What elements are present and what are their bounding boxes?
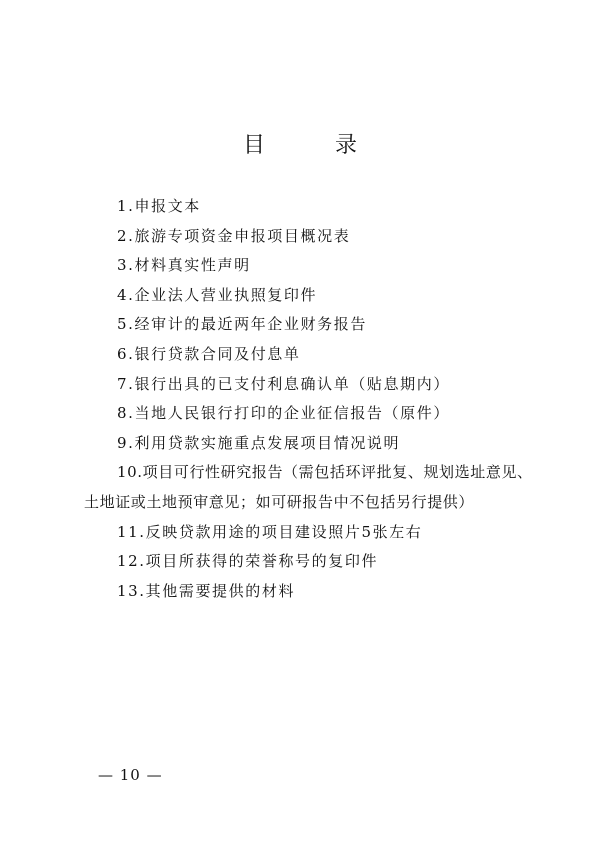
- toc-item-1: 1.申报文本: [117, 197, 201, 215]
- toc-item-8: 8.当地人民银行打印的企业征信报告（原件）: [117, 404, 450, 423]
- toc-item-2: 2.旅游专项资金申报项目概况表: [117, 226, 351, 245]
- toc-item-9: 9.利用贷款实施重点发展项目情况说明: [117, 433, 401, 452]
- toc-item-13: 13.其他需要提供的材料: [117, 581, 296, 600]
- page-number: — 10 —: [98, 766, 163, 784]
- page-title: 目 录: [242, 133, 381, 158]
- toc-item-3: 3.材料真实性声明: [117, 256, 251, 275]
- toc-item-7: 7.银行出具的已支付利息确认单（贴息期内）: [117, 374, 450, 393]
- toc-item-11: 11.反映贷款用途的项目建设照片5张左右: [117, 522, 423, 541]
- toc-item-12: 12.项目所获得的荣誉称号的复印件: [117, 552, 379, 571]
- table-of-contents: [0, 192, 600, 606]
- toc-item-4: 4.企业法人营业执照复印件: [117, 285, 318, 304]
- toc-item-10: 10.项目可行性研究报告（需包括环评批复、规划选址意见、土地证或土地预审意见；如可研报告中不包括另行提供）: [84, 463, 533, 511]
- toc-item-5: 5.经审计的最近两年企业财务报告: [117, 315, 367, 334]
- toc-item-6: 6.银行贷款合同及付息单: [117, 344, 301, 363]
